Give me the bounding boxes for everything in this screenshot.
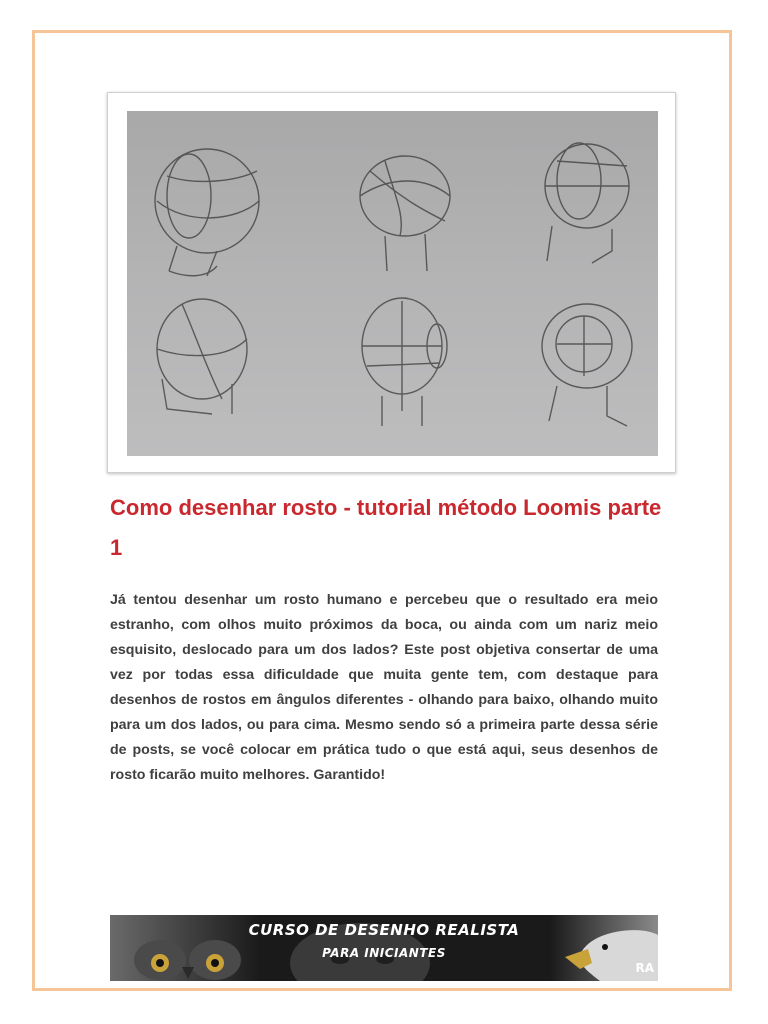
article-intro-paragraph: Já tentou desenhar um rosto humano e percebeu que o resultado era meio estranho, com olhos muito próximos da boca, ou ainda com um nariz meio esquisito, deslocado para um dos lados? Este post objetiva consertar de uma vez por todas essa dificuldade que muita gente tem, com destaque para desenhos de rostos em ângulos diferentes - olhando para baixo, olhando muito para um dos lados, ou para cima. Mesmo sendo só a primeira parte dessa série de posts, se você colocar em prática tudo o que está aqui, seus desenhos de rosto ficarão muito melhores. Garantido! (110, 592, 658, 783)
course-banner[interactable] (110, 915, 658, 981)
banner-subtitle: PARA INICIANTES (322, 946, 446, 960)
article-title: Como desenhar rosto - tutorial método Loomis parte 1 (110, 495, 662, 560)
head-sketch-3 (545, 143, 629, 263)
loomis-head-sketches-photo (127, 111, 658, 456)
head-sketch-4 (157, 299, 247, 414)
banner-title: CURSO DE DESENHO REALISTA (248, 921, 520, 939)
ra-logo: RA (635, 961, 654, 975)
head-sketch-6 (542, 304, 632, 426)
head-sketch-5 (362, 298, 447, 426)
head-sketch-2 (360, 156, 450, 271)
head-sketches-drawing (127, 111, 658, 456)
head-sketch-1 (155, 149, 259, 276)
loomis-sketch-photo-card (107, 92, 676, 473)
